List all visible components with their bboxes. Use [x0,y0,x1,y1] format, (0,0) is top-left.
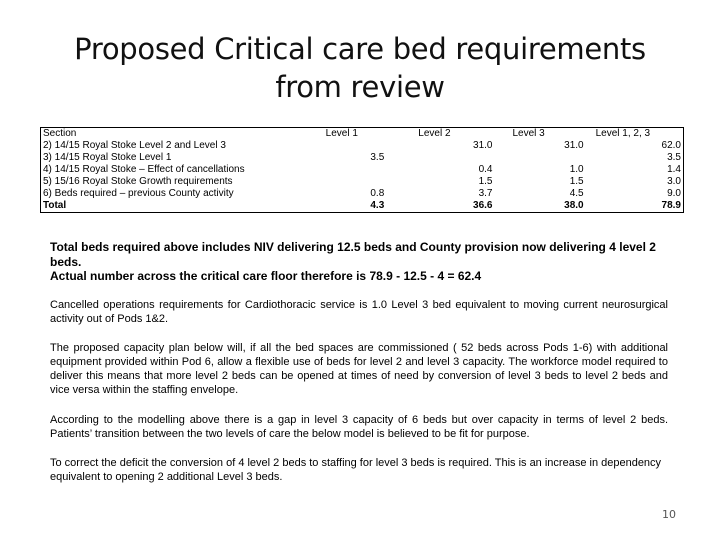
cell-level-2 [386,152,494,164]
cell-level-2: 3.7 [478,188,493,199]
table-row [41,188,684,200]
cell-level-all: 1.4 [586,164,684,176]
summary-line-2: Actual number across the critical care floor therefore is 78.9 - 12.5 - 4 = 62.4 [50,269,482,283]
cell-level-1 [316,164,387,176]
header-level-2: Level 2 [386,128,494,141]
cell-level-1 [316,176,387,188]
cell-level-1: 0.8 [370,188,385,199]
cell-level-3: 4.5 [569,188,584,199]
table-row [41,152,684,164]
cell-level-3: 1.0 [569,164,584,175]
cell-section: 6) Beds required – previous County activity [41,188,316,200]
table-row [41,176,684,188]
cell-section: 2) 14/15 Royal Stoke Level 2 and Level 3 [41,140,316,152]
table-row [41,164,684,176]
summary-paragraph [50,240,668,284]
cell-level-2: 1.5 [478,176,493,187]
capacity-plan-paragraph: The proposed capacity plan below will, if all the bed spaces are commissioned ( 52 beds across Pods 1-6) with additional equipment provided within Pod 6, allow a flexible use of beds for level 2 and level 3 capacity. The workforce model required to deliver this means that more level 2 beds can be opened at times of need by conversion of level 3 beds to level 2 beds and vice versa within the staffing envelope. [50,342,668,396]
table-row [41,140,684,152]
total-level-1: 4.3 [316,200,387,213]
cell-section: 4) 14/15 Royal Stoke – Effect of cancellations [41,164,316,176]
table-header-row [41,128,684,141]
cancelled-operations-paragraph: Cancelled operations requirements for Cardiothoracic service is 1.0 Level 3 bed equivalent to moving current neurosurgical activity out of Pods 1&2. [50,299,668,325]
cell-level-2: 0.4 [478,164,493,175]
header-level-1: Level 1 [316,128,387,141]
modelling-gap-paragraph: According to the modelling above there is a gap in level 3 capacity of 6 beds but over capacity in terms of level 2 beds. Patients’ transition between the two levels of care the below model is believed to be fit for purpose. [50,414,668,440]
page-title: Proposed Critical care bed requirements from review [74,32,646,104]
cell-level-2: 31.0 [473,140,493,151]
bed-requirements-table [40,127,684,213]
cell-level-all: 3.0 [586,176,684,188]
deficit-correction-paragraph: To correct the deficit the conversion of 4 level 2 beds to staffing for level 3 beds is required. This is an increase in dependency equivalent to opening 2 additional Level 3 beds. [50,457,662,483]
cell-level-3: 1.5 [569,176,584,187]
bed-requirements-table-wrap [40,127,684,213]
cell-level-1: 3.5 [370,152,385,163]
header-section: Section [41,128,316,141]
cell-level-3 [495,152,586,164]
page-number: 10 [662,508,676,521]
table-total-row [41,200,684,213]
summary-line-1: Total beds required above includes NIV delivering 12.5 beds and County provision now delivering 4 level 2 beds. [50,240,656,269]
cell-section: 3) 14/15 Royal Stoke Level 1 [41,152,316,164]
total-level-2: 36.6 [386,200,494,213]
cell-level-all: 3.5 [586,152,684,164]
header-level-3: Level 3 [495,128,586,141]
total-level-3: 38.0 [495,200,586,213]
cell-level-all: 9.0 [586,188,684,200]
total-label: Total [41,200,316,213]
cell-level-1 [316,140,387,152]
total-level-all: 78.9 [586,200,684,213]
cell-level-3: 31.0 [564,140,584,151]
header-level-all: Level 1, 2, 3 [586,128,684,141]
cell-level-all: 62.0 [586,140,684,152]
cell-section: 5) 15/16 Royal Stoke Growth requirements [41,176,316,188]
